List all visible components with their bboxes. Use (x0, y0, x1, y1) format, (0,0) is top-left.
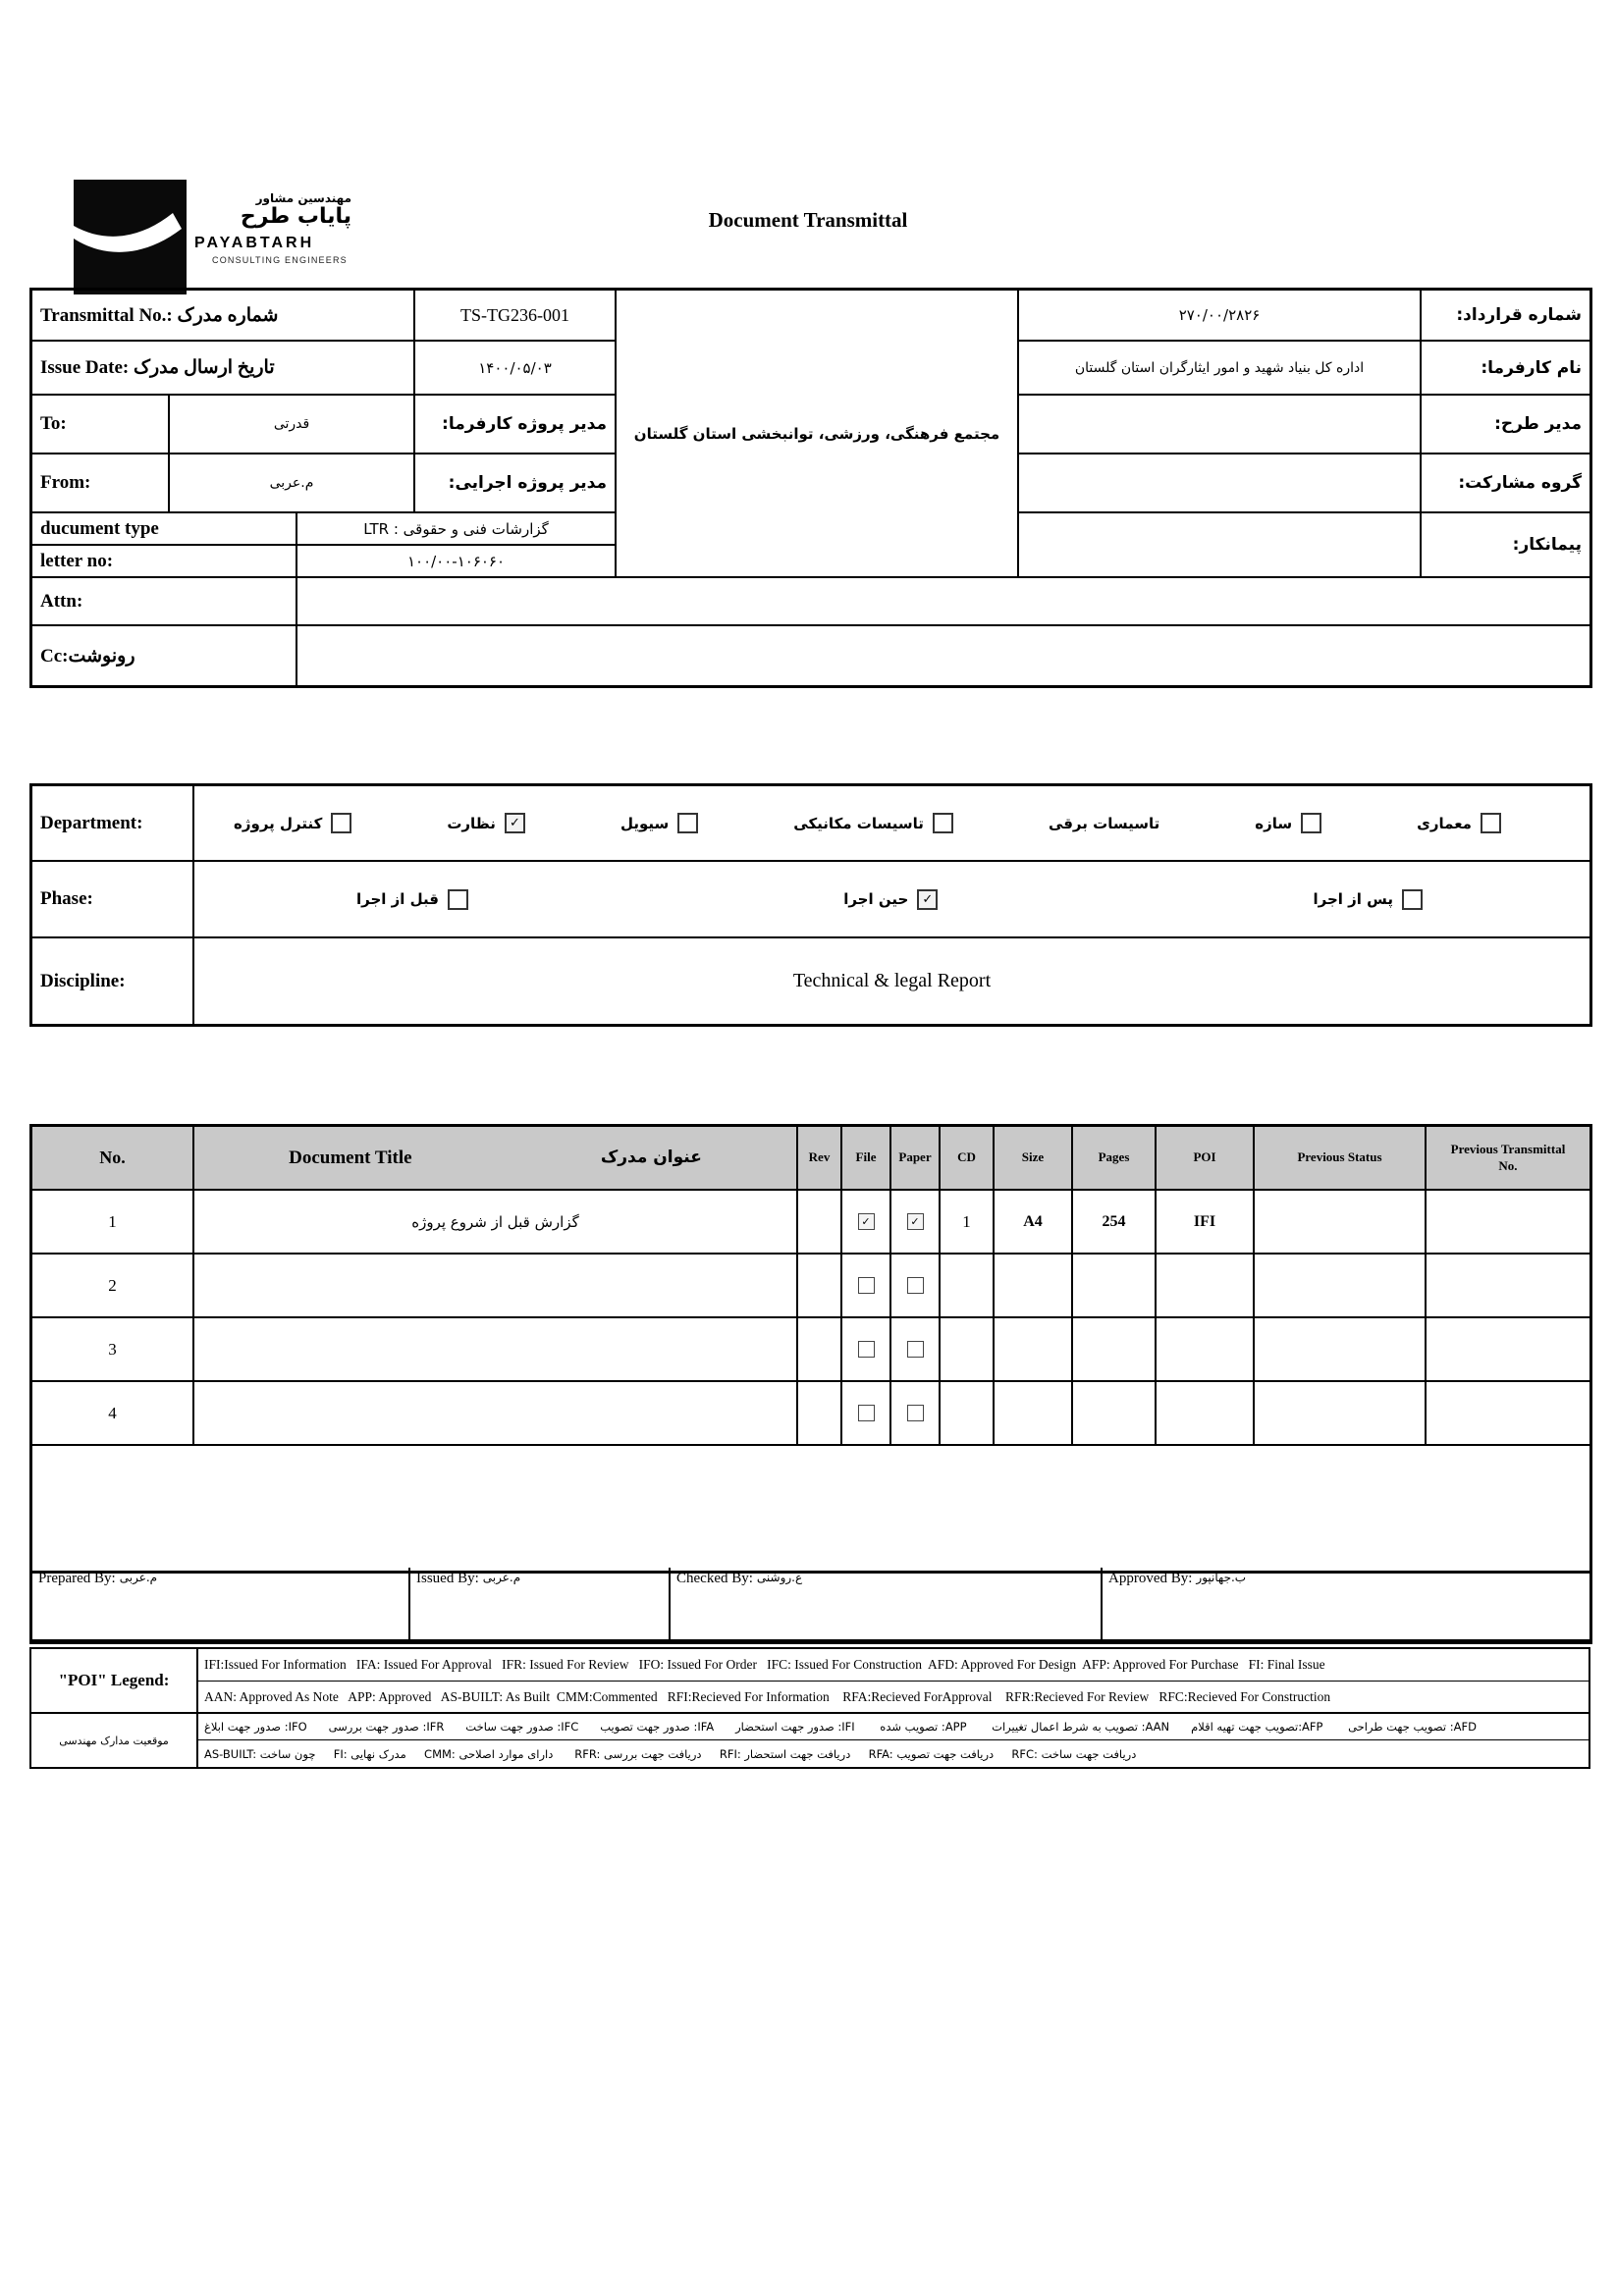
phase-item-before (356, 889, 468, 910)
row-no: 2 (32, 1255, 194, 1318)
row-size (995, 1255, 1073, 1318)
to-label: To: (32, 396, 170, 454)
dept-checkbox-architecture[interactable] (1481, 813, 1501, 833)
prepared-by-label: Prepared By: (38, 1571, 116, 1586)
row-rev (798, 1191, 842, 1255)
dept-checkbox-project-control[interactable] (331, 813, 351, 833)
partnership-value (1019, 454, 1422, 513)
info-table (29, 288, 1592, 688)
from-label: From: (32, 454, 170, 513)
row-prev-transmittal (1427, 1318, 1589, 1382)
row-prev-status (1255, 1382, 1427, 1446)
dept-item-supervision (447, 813, 525, 833)
dept-item-label: تاسیسات مکانیکی (793, 814, 924, 832)
cc-label: Cc:رونوشت (32, 626, 297, 685)
row-cd (941, 1382, 995, 1446)
row-file-cell (842, 1191, 891, 1255)
to-value: قدرتی (170, 396, 415, 454)
file-checkbox[interactable]: ✓ (858, 1213, 875, 1230)
letterno-value: ۱۰۰/۰۰-۱۰۶۰۶۰ (297, 546, 617, 578)
poi-legend-line1 (198, 1649, 1589, 1682)
file-checkbox[interactable] (858, 1341, 875, 1358)
approved-by-value: ب.جهانپور (1196, 1571, 1247, 1584)
phase-checkbox-before[interactable] (448, 889, 468, 910)
project-name: مجتمع فرهنگی، ورزشی، توانبخشی استان گلستان (617, 291, 1019, 578)
row-title (194, 1255, 798, 1318)
attn-value (297, 578, 1589, 626)
dept-item-label: نظارت (447, 814, 496, 832)
poi-legend (29, 1647, 1590, 1769)
phase-item-label: حین اجرا (843, 890, 909, 908)
row-paper-cell (891, 1255, 941, 1318)
legend-line4-text: AS-BUILT: چون ساخت FI: مدرک نهایی CMM: دارای موارد اصلاحی RFR: دریافت جهت بررسی RFI: دریافت جهت استحضار RFA: دریافت جهت تصویب RFC: دریافت جهت ساخت (204, 1746, 1137, 1761)
poi-legend-line2 (198, 1682, 1589, 1714)
legend-line2-text: AAN: Approved As Note APP: Approved AS-BUILT: As Built CMM:Commented RFI:Recieved For Information RFA:Recieved ForApproval RFR:Recieved For Review RFC:Recieved For Construction (204, 1688, 1331, 1704)
prepared-by-value: م.عربی (119, 1571, 158, 1584)
row-prev-transmittal (1427, 1191, 1589, 1255)
company-logo (74, 180, 351, 294)
dept-item-civil (620, 813, 698, 833)
exec-pm-label: مدیر پروژه اجرایی: (415, 454, 617, 513)
letterno-label: letter no: (32, 546, 297, 578)
row-no: 1 (32, 1191, 194, 1255)
phase-item-label: قبل از اجرا (356, 890, 439, 908)
issue-date-label: Issue Date: تاریخ ارسال مدرک (32, 342, 415, 396)
brand-fa-small: مهندسین مشاور (255, 191, 351, 205)
checked-by-cell (671, 1568, 1103, 1641)
doctype-label: ducument type (32, 513, 297, 546)
brand-en: PAYABTARH (194, 235, 315, 252)
row-size: A4 (995, 1191, 1073, 1255)
from-value: م.عربی (170, 454, 415, 513)
approved-by-cell (1103, 1568, 1589, 1641)
dept-item-architecture (1417, 813, 1501, 833)
col-header-pages: Pages (1073, 1127, 1157, 1191)
dept-item-label: سازه (1255, 814, 1293, 832)
page-title: Document Transmittal (708, 208, 908, 232)
issue-date-value: ۱۴۰۰/۰۵/۰۳ (415, 342, 617, 396)
row-prev-transmittal (1427, 1382, 1589, 1446)
row-poi (1157, 1382, 1255, 1446)
department-options (194, 786, 1589, 862)
row-size (995, 1318, 1073, 1382)
col-header-title-fa: عنوان مدرک (600, 1147, 702, 1167)
col-header-file: File (842, 1127, 891, 1191)
col-header-poi: POI (1157, 1127, 1255, 1191)
dept-item-label: کنترل پروژه (234, 814, 323, 832)
row-paper-cell (891, 1318, 941, 1382)
logo-text-block (194, 180, 351, 294)
doc-status-header: موقعیت مدارک مهندسی (31, 1714, 198, 1767)
issued-by-value: م.عربی (482, 1571, 521, 1584)
empty-rows-area (32, 1446, 1589, 1571)
row-pages: 254 (1073, 1191, 1157, 1255)
row-file-cell (842, 1318, 891, 1382)
dept-item-mechanical (793, 813, 953, 833)
paper-checkbox[interactable] (907, 1341, 924, 1358)
row-rev (798, 1318, 842, 1382)
paper-checkbox[interactable] (907, 1405, 924, 1421)
brand-fa: پایاب طرح (240, 204, 351, 229)
row-title (194, 1382, 798, 1446)
plan-manager-value (1019, 396, 1422, 454)
row-pages (1073, 1318, 1157, 1382)
legend-line1-text: IFI:Issued For Information IFA: Issued For Approval IFR: Issued For Review IFO: Issued For Order IFC: Issued For Construction AFD: Approved For Design AFP: Approved For Purchase FI: Final Issue (204, 1657, 1325, 1672)
row-cd (941, 1318, 995, 1382)
dept-checkbox-mechanical[interactable] (933, 813, 953, 833)
row-pages (1073, 1382, 1157, 1446)
row-poi (1157, 1255, 1255, 1318)
col-header-cd: CD (941, 1127, 995, 1191)
classification-table (29, 783, 1592, 1027)
contractor-label: پیمانکار: (1422, 513, 1589, 578)
contract-no-label: شماره قرارداد: (1422, 291, 1589, 342)
prepared-by-cell (32, 1568, 410, 1641)
legend-line3-text: صدور جهت ابلاغ :IFO صدور جهت بررسی :IFR صدور جهت ساخت :IFC صدور جهت تصویب :IFA صدور جهت استحضار :IFI تصویب شده :APP تصویب به شرط اعمال تغییرات :AAN تصویب جهت تهیه اقلام:AFP تصویب جهت طراحی :AFD (204, 1720, 1477, 1734)
dept-item-electrical (1049, 813, 1159, 833)
discipline-value-cell (194, 938, 1589, 1024)
brand-subtitle: CONSULTING ENGINEERS (212, 255, 348, 266)
poi-legend-line3 (198, 1714, 1589, 1740)
phase-options (194, 862, 1589, 938)
dept-item-project-control (234, 813, 351, 833)
discipline-value: Technical & legal Report (792, 970, 992, 991)
row-no: 3 (32, 1318, 194, 1382)
row-prev-status (1255, 1191, 1427, 1255)
row-cd: 1 (941, 1191, 995, 1255)
row-size (995, 1382, 1073, 1446)
col-header-rev: Rev (798, 1127, 842, 1191)
department-label: Department: (32, 786, 194, 862)
signature-row (29, 1568, 1592, 1644)
transmittal-no-value: TS-TG236-001 (415, 291, 617, 342)
discipline-label: Discipline: (32, 938, 194, 1024)
col-header-title (194, 1127, 798, 1191)
col-header-size: Size (995, 1127, 1073, 1191)
row-no: 4 (32, 1382, 194, 1446)
issued-by-cell (410, 1568, 671, 1641)
doctype-value: LTR : گزارشات فنی و حقوقی (297, 513, 617, 546)
logo-swoosh-icon (74, 180, 187, 294)
contractor-value (1019, 513, 1422, 578)
poi-legend-header: "POI" Legend: (31, 1649, 198, 1714)
row-poi (1157, 1318, 1255, 1382)
paper-checkbox[interactable] (907, 1277, 924, 1294)
row-cd (941, 1255, 995, 1318)
col-header-prev-transmittal: Previous Transmittal No. (1427, 1127, 1589, 1191)
dept-checkbox-civil[interactable] (677, 813, 698, 833)
row-prev-status (1255, 1318, 1427, 1382)
contract-no-value: ۲۷۰/۰۰/۲۸۲۶ (1019, 291, 1422, 342)
dept-checkbox-supervision[interactable]: ✓ (505, 813, 525, 833)
row-pages (1073, 1255, 1157, 1318)
partnership-label: گروه مشارکت: (1422, 454, 1589, 513)
checked-by-value: ع.روشنی (756, 1571, 803, 1584)
col-header-title-en: Document Title (289, 1147, 412, 1168)
plan-manager-label: مدیر طرح: (1422, 396, 1589, 454)
phase-label: Phase: (32, 862, 194, 938)
row-paper-cell (891, 1191, 941, 1255)
client-name-value: اداره کل بنیاد شهید و امور ایثارگران استان گلستان (1019, 342, 1422, 396)
phase-item-label: پس از اجرا (1313, 890, 1393, 908)
approved-by-label: Approved By: (1108, 1571, 1193, 1586)
phase-item-after (1314, 889, 1423, 910)
dept-checkbox-structure[interactable] (1301, 813, 1321, 833)
dept-item-structure (1255, 813, 1321, 833)
row-prev-transmittal (1427, 1255, 1589, 1318)
row-file-cell (842, 1382, 891, 1446)
dept-item-label: سیویل (619, 814, 670, 832)
paper-checkbox[interactable]: ✓ (907, 1213, 924, 1230)
phase-checkbox-after[interactable] (1402, 889, 1423, 910)
client-name-label: نام کارفرما: (1422, 342, 1589, 396)
col-header-prev-status: Previous Status (1255, 1127, 1427, 1191)
row-poi: IFI (1157, 1191, 1255, 1255)
row-rev (798, 1382, 842, 1446)
col-header-paper: Paper (891, 1127, 941, 1191)
poi-legend-line4 (198, 1740, 1589, 1767)
col-header-no: No. (32, 1127, 194, 1191)
row-file-cell (842, 1255, 891, 1318)
row-title (194, 1318, 798, 1382)
row-prev-status (1255, 1255, 1427, 1318)
dept-item-label: تاسیسات برقی (1048, 814, 1160, 832)
issued-by-label: Issued By: (416, 1571, 479, 1586)
file-checkbox[interactable] (858, 1277, 875, 1294)
transmittal-no-label: Transmittal No.: شماره مدرک (32, 291, 415, 342)
client-pm-label: مدیر پروژه کارفرما: (415, 396, 617, 454)
phase-item-during (843, 889, 938, 910)
checked-by-label: Checked By: (676, 1571, 753, 1586)
file-checkbox[interactable] (858, 1405, 875, 1421)
row-paper-cell (891, 1382, 941, 1446)
row-title: گزارش قبل از شروع پروژه (194, 1191, 798, 1255)
phase-checkbox-during[interactable]: ✓ (917, 889, 938, 910)
row-rev (798, 1255, 842, 1318)
cc-value (297, 626, 1589, 685)
attn-label: Attn: (32, 578, 297, 626)
dept-item-label: معماری (1417, 814, 1472, 832)
document-table (29, 1124, 1592, 1574)
